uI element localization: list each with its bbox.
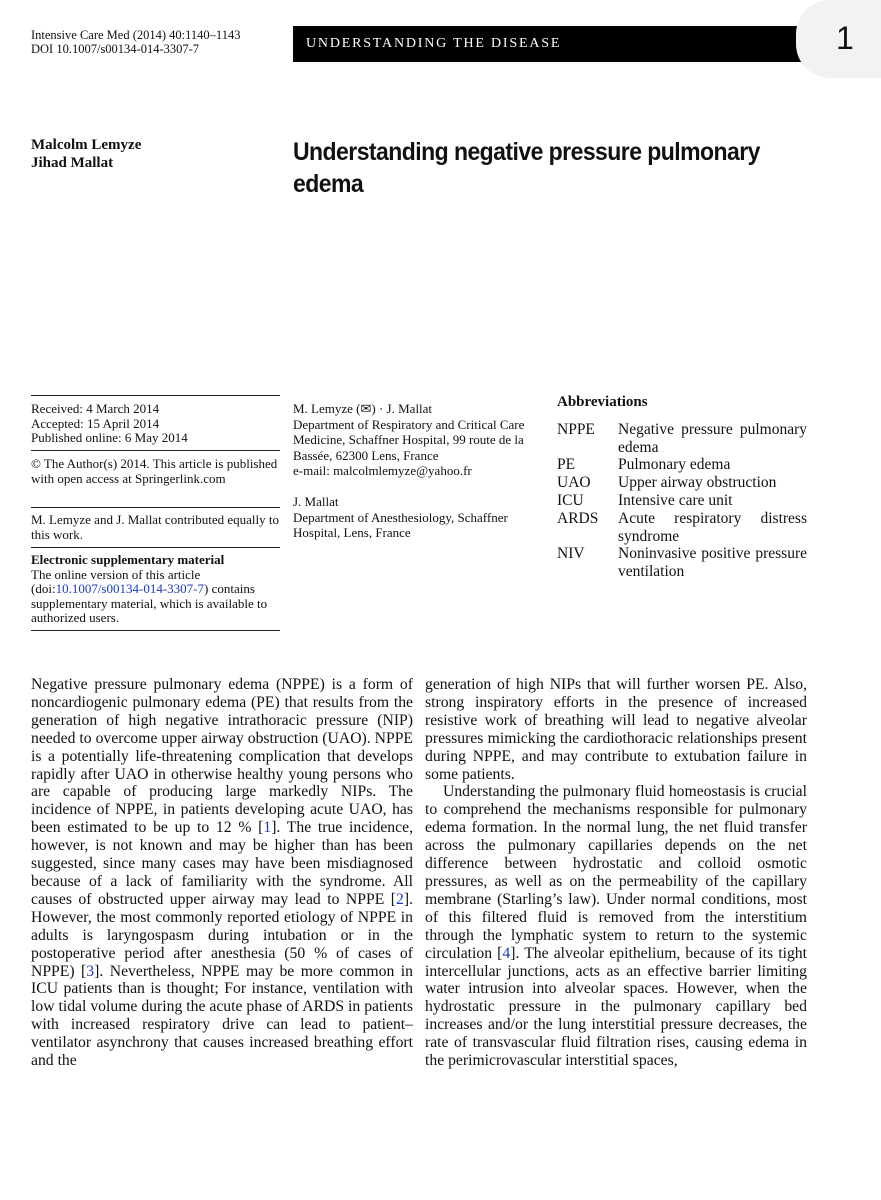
- body-paragraph: generation of high NIPs that will further worsen PE. Also, strong inspiratory efforts in the presence of increased resistive work of breathing will lead to negative alveolar pressures mimicking the cardiothoracic relationships present during NPPE, and may contribute to extubation failure in some patients.: [425, 676, 807, 783]
- author-name: Jihad Mallat: [31, 155, 114, 171]
- body-column-right: [425, 676, 807, 1070]
- body-text: ]. The alveolar epithelium, because of its tight intercellular junctions, acts as an effective barrier limiting water intrusion into alveolar spaces. However, when the hydrostatic pressure in the pulmonary capillary bed increases and/or the lung interstitial pressure decreases, the rate of transvascular fluid filtration rises, causing edema in the perimicrovascular interstitial spaces,: [425, 944, 807, 1070]
- dates-block: [31, 402, 280, 446]
- abbreviation-term: NIV: [557, 545, 585, 562]
- article-title: Understanding negative pressure pulmonary edema: [293, 138, 760, 198]
- abbreviation-term: NPPE: [557, 421, 595, 438]
- accepted-date: Accepted: 15 April 2014: [31, 415, 160, 431]
- supplementary-material: [31, 553, 280, 626]
- abbreviation-term: ARDS: [557, 510, 599, 527]
- reference-link[interactable]: 2: [396, 890, 404, 908]
- body-column-left: [31, 676, 413, 1070]
- abbreviation-definition: Noninvasive positive pressure ventilation: [618, 545, 807, 580]
- esm-text-before: The online version of this article (doi:: [31, 566, 201, 596]
- abbreviation-definition: Negative pressure pulmonary edema: [618, 421, 807, 456]
- divider: [31, 630, 280, 631]
- department-1: Department of Respiratory and Critical Care Medicine, Schaffner Hospital, 99 route de la Bassée, 62300 Lens, France: [293, 416, 525, 463]
- abbreviation-definition: Upper airway obstruction: [618, 474, 777, 491]
- published-date: Published online: 6 May 2014: [31, 430, 188, 445]
- email-address: e-mail: malcolmlemyze@yahoo.fr: [293, 463, 472, 478]
- section-label: UNDERSTANDING THE DISEASE: [306, 36, 562, 51]
- journal-citation: Intensive Care Med (2014) 40:1140–1143: [31, 28, 241, 42]
- body-paragraph: [425, 783, 807, 1070]
- license-note: © The Author(s) 2014. This article is published with open access at Springerlink.com: [31, 456, 278, 486]
- reference-link[interactable]: 1: [263, 819, 272, 837]
- body-text: ]. Nevertheless, NPPE may be more common in ICU patients than is thought; For instance, ventilation with low tidal volume during the acute phase of ARDS in patients with increased respiratory drive can lead to patient–ventilator asynchrony that causes increased breathing effort and the: [31, 962, 413, 1070]
- divider: [31, 547, 280, 548]
- esm-doi-link[interactable]: 10.1007/s00134-014-3307-7: [55, 581, 204, 596]
- author-name: Malcolm Lemyze: [31, 137, 142, 153]
- abbreviation-term: UAO: [557, 474, 591, 491]
- body-text: ]. The true incidence, however, is not known and may be higher than has been suggested, since many cases may have been misdiagnosed because of a lack of familiarity with the syndrome. All causes of obstructed upper airway may lead to NPPE [: [31, 819, 413, 908]
- abbreviations-heading: Abbreviations: [557, 394, 648, 410]
- body-text: Understanding the pulmonary fluid homeostasis is crucial to comprehend the mechanisms responsible for pulmonary edema formation. In the normal lung, the net fluid transfer across the pulmonary capillaries depends on the net difference between hydrostatic and colloid osmotic pressures, as well as on the permeability of the capillary membrane (Starling’s law). Under normal conditions, most of this filtered fluid is removed from the interstitium through the lymphatic system to return to the systemic circulation [: [425, 783, 807, 962]
- abbreviation-definition: Pulmonary edema: [618, 456, 731, 473]
- body-paragraph: [31, 676, 413, 1070]
- received-date: Received: 4 March 2014: [31, 401, 160, 416]
- esm-text: [31, 568, 280, 626]
- divider: [31, 395, 280, 396]
- body-text: Negative pressure pulmonary edema (NPPE) is a form of noncardiogenic pulmonary edema (PE) that results from the generation of high negative intrathoracic pressure (NIP) needed to overcome upper airway obstruction (UAO). NPPE is a potentially life-threatening complication that develops rapidly after UAO in otherwise healthy young persons who are capable of producing large markedly NIPs. The incidence of NPPE, in patients developing acute UAO, has been estimated to be up to 12 % [: [31, 676, 413, 837]
- abbreviation-definition: Intensive care unit: [618, 492, 733, 509]
- reference-link[interactable]: 4: [502, 944, 511, 962]
- esm-text-after: ) contains supplementary material, which is available to authorized users.: [31, 581, 268, 625]
- page-number: 1: [836, 20, 854, 56]
- abbreviation-term: ICU: [557, 492, 584, 509]
- page-number-tab: [796, 0, 881, 78]
- author-2-name: J. Mallat: [293, 494, 339, 509]
- author-list: [31, 136, 141, 172]
- divider: [31, 507, 280, 508]
- abbreviation-term: PE: [557, 456, 576, 473]
- section-banner: [293, 26, 823, 62]
- department-2: Department of Anesthesiology, Schaffner Hospital, Lens, France: [293, 509, 508, 540]
- esm-heading: Electronic supplementary material: [31, 552, 225, 567]
- citation-block: [31, 28, 240, 56]
- corresponding-authors: M. Lemyze (✉) · J. Mallat: [293, 401, 433, 416]
- doi-line: DOI 10.1007/s00134-014-3307-7: [31, 42, 200, 56]
- abbreviation-definition: Acute respiratory distress syndrome: [618, 510, 807, 545]
- divider: [31, 450, 280, 451]
- contribution-note: M. Lemyze and J. Mallat contributed equally to this work.: [31, 512, 280, 542]
- affiliation-2: [293, 494, 545, 541]
- affiliation-1: [293, 401, 545, 479]
- body-text: ]. However, the most commonly reported etiology of NPPE in adults is laryngospasm during intubation or in the postoperative period after anesthesia (50 % of cases of NPPE) [: [31, 890, 413, 980]
- reference-link[interactable]: 3: [86, 962, 95, 980]
